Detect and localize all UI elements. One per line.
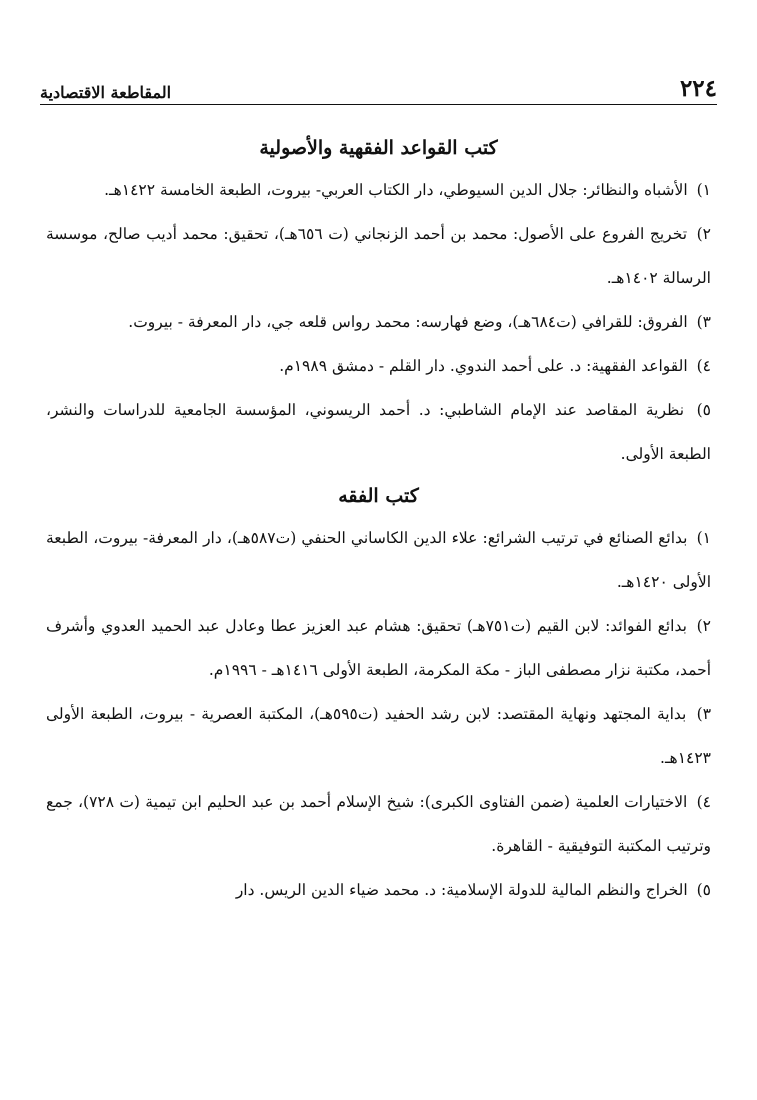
running-header [40, 68, 717, 102]
entry-text: الخراج والنظم المالية للدولة الإسلامية: د. محمد ضياء الدين الريس. دار [235, 881, 688, 899]
entry-text: بدائع الصنائع في ترتيب الشرائع: علاء الدين الكاساني الحنفي (ت٥٨٧هـ)، دار المعرفة- بيروت، الطبعة الأولى ١٤٢٠هـ. [46, 529, 711, 591]
entry-text: بدائع الفوائد: لابن القيم (ت٧٥١هـ) تحقيق: هشام عبد العزيز عطا وعادل عبد الحميد العدوي وأشرف أحمد، مكتبة نزار مصطفى الباز - مكة المكرمة، الطبعة الأولى ١٤١٦هـ - ١٩٩٦م. [46, 617, 711, 679]
bibliography-entry [46, 868, 711, 912]
entry-text: الفروق: للقرافي (ت٦٨٤هـ)، وضع فهارسه: محمد رواس قلعه جي، دار المعرفة - بيروت. [128, 313, 688, 331]
bibliography-entry [46, 780, 711, 868]
section-title: كتب الفقه [338, 485, 419, 507]
bibliography-entry [46, 344, 711, 388]
entry-number: ٣) [696, 313, 711, 331]
header-rule [40, 104, 717, 105]
entry-number: ١) [696, 529, 711, 547]
entry-number: ٤) [696, 357, 711, 375]
section-title: كتب القواعد الفقهية والأصولية [259, 137, 498, 159]
entry-text: الأشباه والنظائر: جلال الدين السيوطي، دار الكتاب العربي- بيروت، الطبعة الخامسة ١٤٢٢هـ. [104, 181, 688, 199]
entry-text: تخريج الفروع على الأصول: محمد بن أحمد الزنجاني (ت ٦٥٦هـ)، تحقيق: محمد أديب صالح، موسسة الرسالة ١٤٠٢هـ. [46, 225, 711, 287]
entry-number: ١) [696, 181, 711, 199]
bibliography-entry [46, 212, 711, 300]
bibliography-entry [46, 604, 711, 692]
section-entries [46, 516, 711, 912]
entry-text: بداية المجتهد ونهاية المقتصد: لابن رشد الحفيد (ت٥٩٥هـ)، المكتبة العصرية - بيروت، الطبعة الأولى ١٤٢٣هـ. [46, 705, 711, 767]
running-title: المقاطعة الاقتصادية [40, 83, 172, 102]
entry-number: ٥) [696, 881, 711, 899]
entry-number: ٥) [696, 401, 711, 419]
entry-text: نظرية المقاصد عند الإمام الشاطبي: د. أحمد الريسوني، المؤسسة الجامعية للدراسات والنشر، الطبعة الأولى. [46, 401, 711, 463]
entry-number: ٣) [696, 705, 712, 723]
page-number: ٢٢٤ [679, 75, 717, 102]
entry-number: ٢) [696, 617, 711, 635]
entry-number: ٤) [696, 793, 711, 811]
bibliography-entry [46, 300, 711, 344]
section-entries [46, 168, 711, 476]
bibliography-entry [46, 388, 711, 476]
bibliography-entry [46, 692, 711, 780]
bibliography-entry [46, 516, 711, 604]
bibliography [46, 128, 711, 912]
entry-text: القواعد الفقهية: د. على أحمد الندوي. دار القلم - دمشق ١٩٨٩م. [279, 357, 688, 375]
entry-text: الاختيارات العلمية (ضمن الفتاوى الكبرى): شيخ الإسلام أحمد بن عبد الحليم ابن تيمية (ت ٧٢٨)، جمع وترتيب المكتبة التوفيقية - القاهرة. [46, 793, 711, 855]
bibliography-entry [46, 168, 711, 212]
entry-number: ٢) [696, 225, 711, 243]
